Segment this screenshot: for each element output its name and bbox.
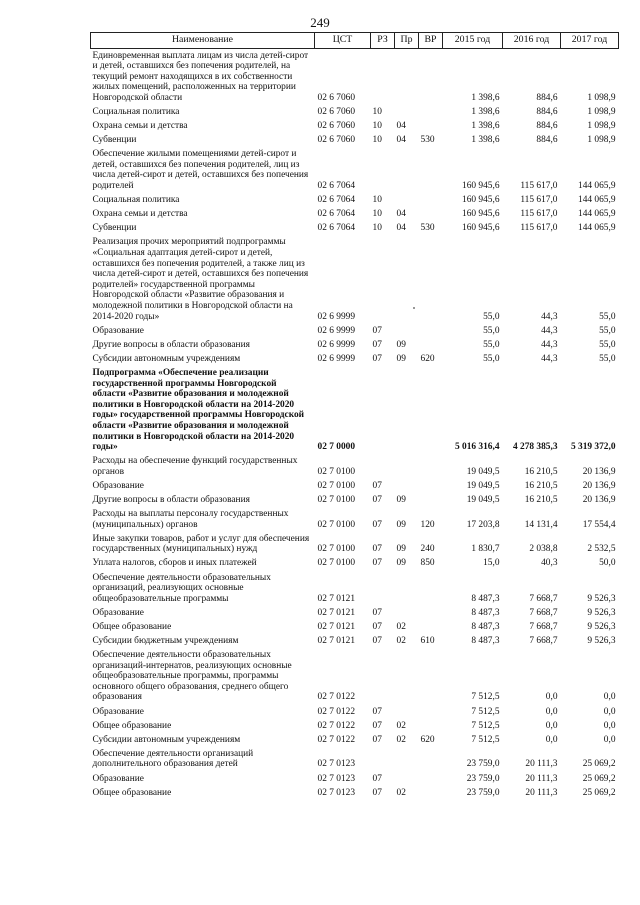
row-pr: 04 [396, 209, 406, 220]
row-2015: 55,0 [483, 311, 500, 322]
row-cst: 02 7 0123 [317, 787, 355, 798]
table-row [91, 366, 619, 454]
row-vr [419, 493, 443, 507]
row-pr: 09 [396, 339, 406, 350]
row-2017: 50,0 [599, 558, 616, 569]
row-2015: 7 512,5 [471, 692, 500, 703]
row-2015: 8 487,3 [471, 607, 500, 618]
row-2016: 7 668,7 [529, 593, 558, 604]
row-2015: 1 398,6 [471, 106, 500, 117]
row-2015: 7 512,5 [471, 720, 500, 731]
row-vr [419, 338, 443, 352]
row-cst: 02 6 7060 [317, 106, 355, 117]
row-2016: 20 111,3 [525, 773, 558, 784]
row-rz: 10 [372, 121, 382, 132]
row-cst: 02 6 9999 [317, 339, 355, 350]
row-rz: 07 [372, 325, 382, 336]
row-2015: 23 759,0 [466, 787, 500, 798]
row-cst: 02 7 0100 [317, 466, 355, 477]
row-pr: 02 [396, 734, 406, 745]
row-pr [395, 479, 419, 493]
table-row [91, 635, 619, 649]
row-name: Уплата налогов, сборов и иных платежей [92, 558, 257, 569]
row-name: Расходы на выплаты персоналу государственных (муниципальных) органов [92, 509, 289, 530]
row-rz: 10 [372, 195, 382, 206]
row-2015: 15,0 [483, 558, 500, 569]
header-cst: ЦСТ [315, 33, 371, 49]
row-pr [395, 194, 419, 208]
scan-dot [413, 307, 415, 309]
row-2017: 25 069,2 [582, 773, 616, 784]
row-2017: 144 065,9 [578, 181, 616, 192]
row-2015: 5 016 316,4 [454, 442, 500, 453]
row-vr [419, 194, 443, 208]
row-cst: 02 7 0100 [317, 558, 355, 569]
table-row [91, 620, 619, 634]
row-name: Образование [92, 325, 144, 336]
row-2016: 4 278 385,3 [512, 442, 558, 453]
table-header-row [91, 33, 619, 49]
row-name: Субвенции [92, 135, 137, 146]
row-vr [419, 705, 443, 719]
row-rz: 07 [372, 494, 382, 505]
row-cst: 02 7 0121 [317, 636, 355, 646]
row-2017: 144 065,9 [578, 195, 616, 206]
row-2016: 16 210,5 [524, 466, 558, 477]
row-cst: 02 7 0100 [317, 544, 355, 555]
row-pr: 09 [396, 519, 406, 530]
row-pr [395, 649, 419, 705]
row-2015: 19 049,5 [466, 480, 500, 491]
row-2017: 2 532,5 [587, 544, 616, 555]
row-2016: 20 111,3 [525, 787, 558, 798]
row-name: Подпрограмма «Обеспечение реализации государственной программы Новгородской области «Развитие образования и молодежной политики в Новгородской области на 2014-2020 годы» государственной программы Новгородской области «Развитие образования и молодежной политики в Новгородской области на 2014-2020 годы» [92, 367, 305, 453]
row-cst: 02 6 9999 [317, 311, 355, 322]
row-2016: 884,6 [536, 135, 558, 146]
row-vr [419, 105, 443, 119]
row-pr: 02 [396, 621, 406, 632]
row-2016: 7 668,7 [529, 607, 558, 618]
row-2016: 115 617,0 [520, 223, 558, 234]
row-name: Обеспечение жилыми помещениями детей-сирот и детей, оставшихся без попечения родителей, лиц из числа детей-сирот и детей, оставшихся без попечения родителей [92, 149, 309, 192]
row-2015: 8 487,3 [471, 621, 500, 632]
row-pr: 04 [396, 135, 406, 146]
row-rz: 07 [372, 621, 382, 632]
row-2017: 1 098,9 [587, 121, 616, 132]
row-2016: 40,3 [541, 558, 558, 569]
row-2017: 144 065,9 [578, 209, 616, 220]
row-2017: 0,0 [603, 720, 616, 731]
row-2017: 20 136,9 [582, 480, 616, 491]
row-2017: 20 136,9 [582, 494, 616, 505]
row-rz: 07 [372, 558, 382, 569]
table-row [91, 120, 619, 134]
row-name: Единовременная выплата лицам из числа детей-сирот и детей, оставшихся без попечения родителей, на текущий ремонт находящихся в их собственности жилых помещений, расположенных на территории Новгородской области [92, 50, 309, 103]
row-pr [395, 324, 419, 338]
row-cst: 02 6 7064 [317, 181, 355, 192]
row-2017: 5 319 372,0 [570, 442, 616, 453]
row-name: Образование [92, 773, 144, 784]
row-rz: 07 [372, 353, 382, 364]
row-vr [419, 236, 443, 324]
row-cst: 02 7 0100 [317, 494, 355, 505]
table-row [91, 148, 619, 194]
row-name: Охрана семьи и детства [92, 209, 188, 220]
row-vr [419, 366, 443, 454]
row-vr [419, 148, 443, 194]
row-vr [419, 455, 443, 480]
row-2016: 115 617,0 [520, 195, 558, 206]
row-2016: 20 111,3 [525, 759, 558, 770]
row-2017: 0,0 [603, 734, 616, 745]
header-2015: 2015 год [443, 33, 503, 49]
row-rz: 07 [372, 734, 382, 745]
row-name: Субвенции [92, 223, 137, 234]
row-2016: 44,3 [541, 325, 558, 336]
row-vr: 240 [420, 544, 435, 555]
table-row [91, 508, 619, 533]
table-row [91, 194, 619, 208]
row-cst: 02 7 0123 [317, 773, 355, 784]
row-vr [419, 606, 443, 620]
row-2017: 9 526,3 [587, 621, 616, 632]
row-pr: 04 [396, 121, 406, 132]
row-2015: 17 203,8 [466, 519, 500, 530]
row-2016: 14 131,4 [524, 519, 558, 530]
row-pr: 09 [396, 353, 406, 364]
row-2016: 44,3 [541, 311, 558, 322]
table-row [91, 705, 619, 719]
row-rz [371, 236, 395, 324]
row-name: Иные закупки товаров, работ и услуг для обеспечения государственных (муниципальных) нужд [92, 533, 310, 555]
row-cst: 02 6 9999 [317, 353, 355, 364]
row-cst: 02 7 0121 [317, 593, 355, 604]
row-2016: 0,0 [545, 720, 558, 731]
row-vr [419, 208, 443, 222]
row-vr [419, 479, 443, 493]
row-vr [419, 571, 443, 606]
row-2016: 2 038,8 [529, 544, 558, 555]
row-pr: 02 [396, 720, 406, 731]
row-rz: 07 [372, 519, 382, 530]
row-cst: 02 7 0122 [317, 734, 355, 745]
row-cst: 02 6 7060 [317, 92, 355, 103]
row-name: Другие вопросы в области образования [92, 494, 250, 505]
table-row [91, 571, 619, 606]
row-2016: 115 617,0 [520, 209, 558, 220]
row-pr: 09 [396, 544, 406, 555]
row-pr [395, 747, 419, 772]
table-row [91, 786, 619, 800]
row-rz: 07 [372, 607, 382, 618]
row-rz [371, 649, 395, 705]
table-row [91, 236, 619, 324]
row-2016: 16 210,5 [524, 494, 558, 505]
row-cst: 02 6 7064 [317, 195, 355, 206]
table-row [91, 222, 619, 236]
row-2017: 144 065,9 [578, 223, 616, 234]
row-rz: 10 [372, 223, 382, 234]
row-rz [371, 571, 395, 606]
row-2017: 55,0 [599, 339, 616, 350]
table-row [91, 134, 619, 148]
budget-table [90, 32, 619, 800]
row-name: Обеспечение деятельности образовательных организаций, реализующих основные общеобразовательные программы [92, 572, 271, 604]
row-cst: 02 6 7060 [317, 135, 355, 146]
table-row [91, 324, 619, 338]
row-2016: 44,3 [541, 339, 558, 350]
row-vr [419, 747, 443, 772]
row-rz: 07 [372, 544, 382, 555]
row-rz: 07 [372, 720, 382, 731]
table-body [91, 49, 619, 801]
row-name: Субсидии бюджетным учреждениям [92, 636, 239, 646]
table-row [91, 557, 619, 571]
header-rz: РЗ [371, 33, 395, 49]
row-name: Субсидии автономным учреждениям [92, 734, 241, 745]
row-pr [395, 772, 419, 786]
header-2016: 2016 год [503, 33, 561, 49]
row-2017: 20 136,9 [582, 466, 616, 477]
row-rz: 07 [372, 636, 382, 646]
row-2015: 55,0 [483, 353, 500, 364]
row-rz: 07 [372, 339, 382, 350]
row-2017: 9 526,3 [587, 607, 616, 618]
row-2017: 0,0 [603, 706, 616, 717]
table-row [91, 49, 619, 106]
row-2016: 0,0 [545, 734, 558, 745]
header-vr: ВР [419, 33, 443, 49]
row-2016: 884,6 [536, 92, 558, 103]
row-2017: 55,0 [599, 353, 616, 364]
row-2017: 25 069,2 [582, 787, 616, 798]
row-name: Социальная политика [92, 195, 180, 206]
row-cst: 02 6 7060 [317, 121, 355, 132]
row-vr [419, 324, 443, 338]
row-name: Образование [92, 607, 144, 618]
row-name: Общее образование [92, 787, 172, 798]
row-pr [395, 236, 419, 324]
row-vr: 530 [420, 223, 435, 234]
row-2017: 1 098,9 [587, 106, 616, 117]
row-cst: 02 7 0100 [317, 480, 355, 491]
row-vr [419, 49, 443, 106]
row-cst: 02 7 0122 [317, 720, 355, 731]
row-2015: 1 398,6 [471, 135, 500, 146]
row-vr [419, 620, 443, 634]
row-vr [419, 120, 443, 134]
table-row [91, 719, 619, 733]
table-row [91, 479, 619, 493]
table-row [91, 606, 619, 620]
page-number: 249 [310, 15, 330, 30]
row-name: Другие вопросы в области образования [92, 339, 250, 350]
table-row [91, 649, 619, 705]
row-2015: 19 049,5 [466, 466, 500, 477]
table-row [91, 208, 619, 222]
table-row [91, 493, 619, 507]
row-pr: 02 [396, 636, 406, 646]
row-2017: 9 526,3 [587, 636, 616, 646]
row-2016: 7 668,7 [529, 621, 558, 632]
row-rz: 10 [372, 106, 382, 117]
table-row [91, 455, 619, 480]
row-rz [371, 747, 395, 772]
row-rz [371, 455, 395, 480]
row-cst: 02 6 7064 [317, 209, 355, 220]
row-cst: 02 7 0122 [317, 692, 355, 703]
row-pr [395, 455, 419, 480]
row-rz [371, 49, 395, 106]
header-name: Наименование [91, 33, 315, 49]
row-2015: 8 487,3 [471, 593, 500, 604]
row-rz: 10 [372, 209, 382, 220]
row-name: Общее образование [92, 720, 172, 731]
row-2015: 1 398,6 [471, 121, 500, 132]
table-row [91, 352, 619, 366]
table-row [91, 733, 619, 747]
table-row [91, 338, 619, 352]
row-2015: 7 512,5 [471, 706, 500, 717]
row-pr [395, 49, 419, 106]
row-name: Образование [92, 480, 144, 491]
row-pr: 09 [396, 494, 406, 505]
row-2016: 0,0 [545, 692, 558, 703]
row-pr: 04 [396, 223, 406, 234]
row-name: Обеспечение деятельности организаций дополнительного образования детей [92, 748, 254, 770]
row-2015: 1 398,6 [471, 92, 500, 103]
table-row [91, 747, 619, 772]
row-vr [419, 649, 443, 705]
header-2017: 2017 год [561, 33, 619, 49]
header-pr: Пр [395, 33, 419, 49]
row-pr [395, 366, 419, 454]
row-rz [371, 366, 395, 454]
row-pr [395, 705, 419, 719]
row-2016: 7 668,7 [529, 636, 558, 646]
row-pr [395, 606, 419, 620]
row-pr: 09 [396, 558, 406, 569]
row-cst: 02 7 0100 [317, 519, 355, 530]
row-rz: 07 [372, 480, 382, 491]
row-cst: 02 7 0123 [317, 759, 355, 770]
row-2017: 25 069,2 [582, 759, 616, 770]
row-2015: 55,0 [483, 325, 500, 336]
row-2015: 7 512,5 [471, 734, 500, 745]
row-pr [395, 105, 419, 119]
row-vr: 620 [420, 353, 435, 364]
row-name: Расходы на обеспечение функций государственных органов [92, 456, 298, 477]
row-rz: 07 [372, 773, 382, 784]
row-vr [419, 772, 443, 786]
row-name: Социальная политика [92, 106, 180, 117]
row-2017: 55,0 [599, 311, 616, 322]
row-2015: 8 487,3 [471, 636, 500, 646]
row-cst: 02 7 0121 [317, 607, 355, 618]
row-2017: 17 554,4 [582, 519, 616, 530]
row-pr [395, 148, 419, 194]
row-2015: 1 830,7 [471, 544, 500, 555]
row-2017: 0,0 [603, 692, 616, 703]
row-2015: 160 945,6 [462, 209, 500, 220]
row-2015: 160 945,6 [462, 223, 500, 234]
row-2015: 23 759,0 [466, 773, 500, 784]
row-rz [371, 148, 395, 194]
row-pr: 02 [396, 787, 406, 798]
row-name: Обеспечение деятельности образовательных организаций-интернатов, реализующих основные общеобразовательные программы, программы основного общего образования, среднего общего образования [92, 650, 292, 703]
row-2017: 55,0 [599, 325, 616, 336]
row-name: Реализация прочих мероприятий подпрограммы «Социальная адаптация детей-сирот и детей, оставшихся без попечения родителей, а также лиц из числа детей-сирот и детей, оставшихся без попечения родителей» государственной программы Новгородской области «Развитие образования и молодежной политики в Новгородской области на 2014-2020 годы» [92, 237, 309, 322]
row-2016: 0,0 [545, 706, 558, 717]
row-vr: 620 [420, 734, 435, 745]
table-row [91, 532, 619, 557]
row-vr: 850 [420, 558, 435, 569]
row-2015: 160 945,6 [462, 181, 500, 192]
row-pr [395, 571, 419, 606]
row-2017: 1 098,9 [587, 135, 616, 146]
row-2017: 1 098,9 [587, 92, 616, 103]
row-2015: 160 945,6 [462, 195, 500, 206]
row-cst: 02 7 0121 [317, 621, 355, 632]
row-name: Образование [92, 706, 144, 717]
row-vr [419, 786, 443, 800]
row-vr: 610 [420, 636, 435, 646]
row-vr: 530 [420, 135, 435, 146]
row-cst: 02 6 7064 [317, 223, 355, 234]
row-2016: 115 617,0 [520, 181, 558, 192]
row-vr: 120 [420, 519, 435, 530]
row-2016: 884,6 [536, 106, 558, 117]
row-rz: 10 [372, 135, 382, 146]
row-rz: 07 [372, 706, 382, 717]
row-name: Охрана семьи и детства [92, 121, 188, 132]
row-2016: 16 210,5 [524, 480, 558, 491]
table-row [91, 772, 619, 786]
row-name: Общее образование [92, 621, 172, 632]
row-2015: 19 049,5 [466, 494, 500, 505]
row-cst: 02 7 0122 [317, 706, 355, 717]
row-rz: 07 [372, 787, 382, 798]
row-2015: 23 759,0 [466, 759, 500, 770]
row-cst: 02 7 0000 [317, 442, 355, 453]
row-2016: 884,6 [536, 121, 558, 132]
table-row [91, 105, 619, 119]
row-2017: 9 526,3 [587, 593, 616, 604]
row-name: Субсидии автономным учреждениям [92, 353, 241, 364]
row-vr [419, 719, 443, 733]
row-2016: 44,3 [541, 353, 558, 364]
row-cst: 02 6 9999 [317, 325, 355, 336]
row-2015: 55,0 [483, 339, 500, 350]
